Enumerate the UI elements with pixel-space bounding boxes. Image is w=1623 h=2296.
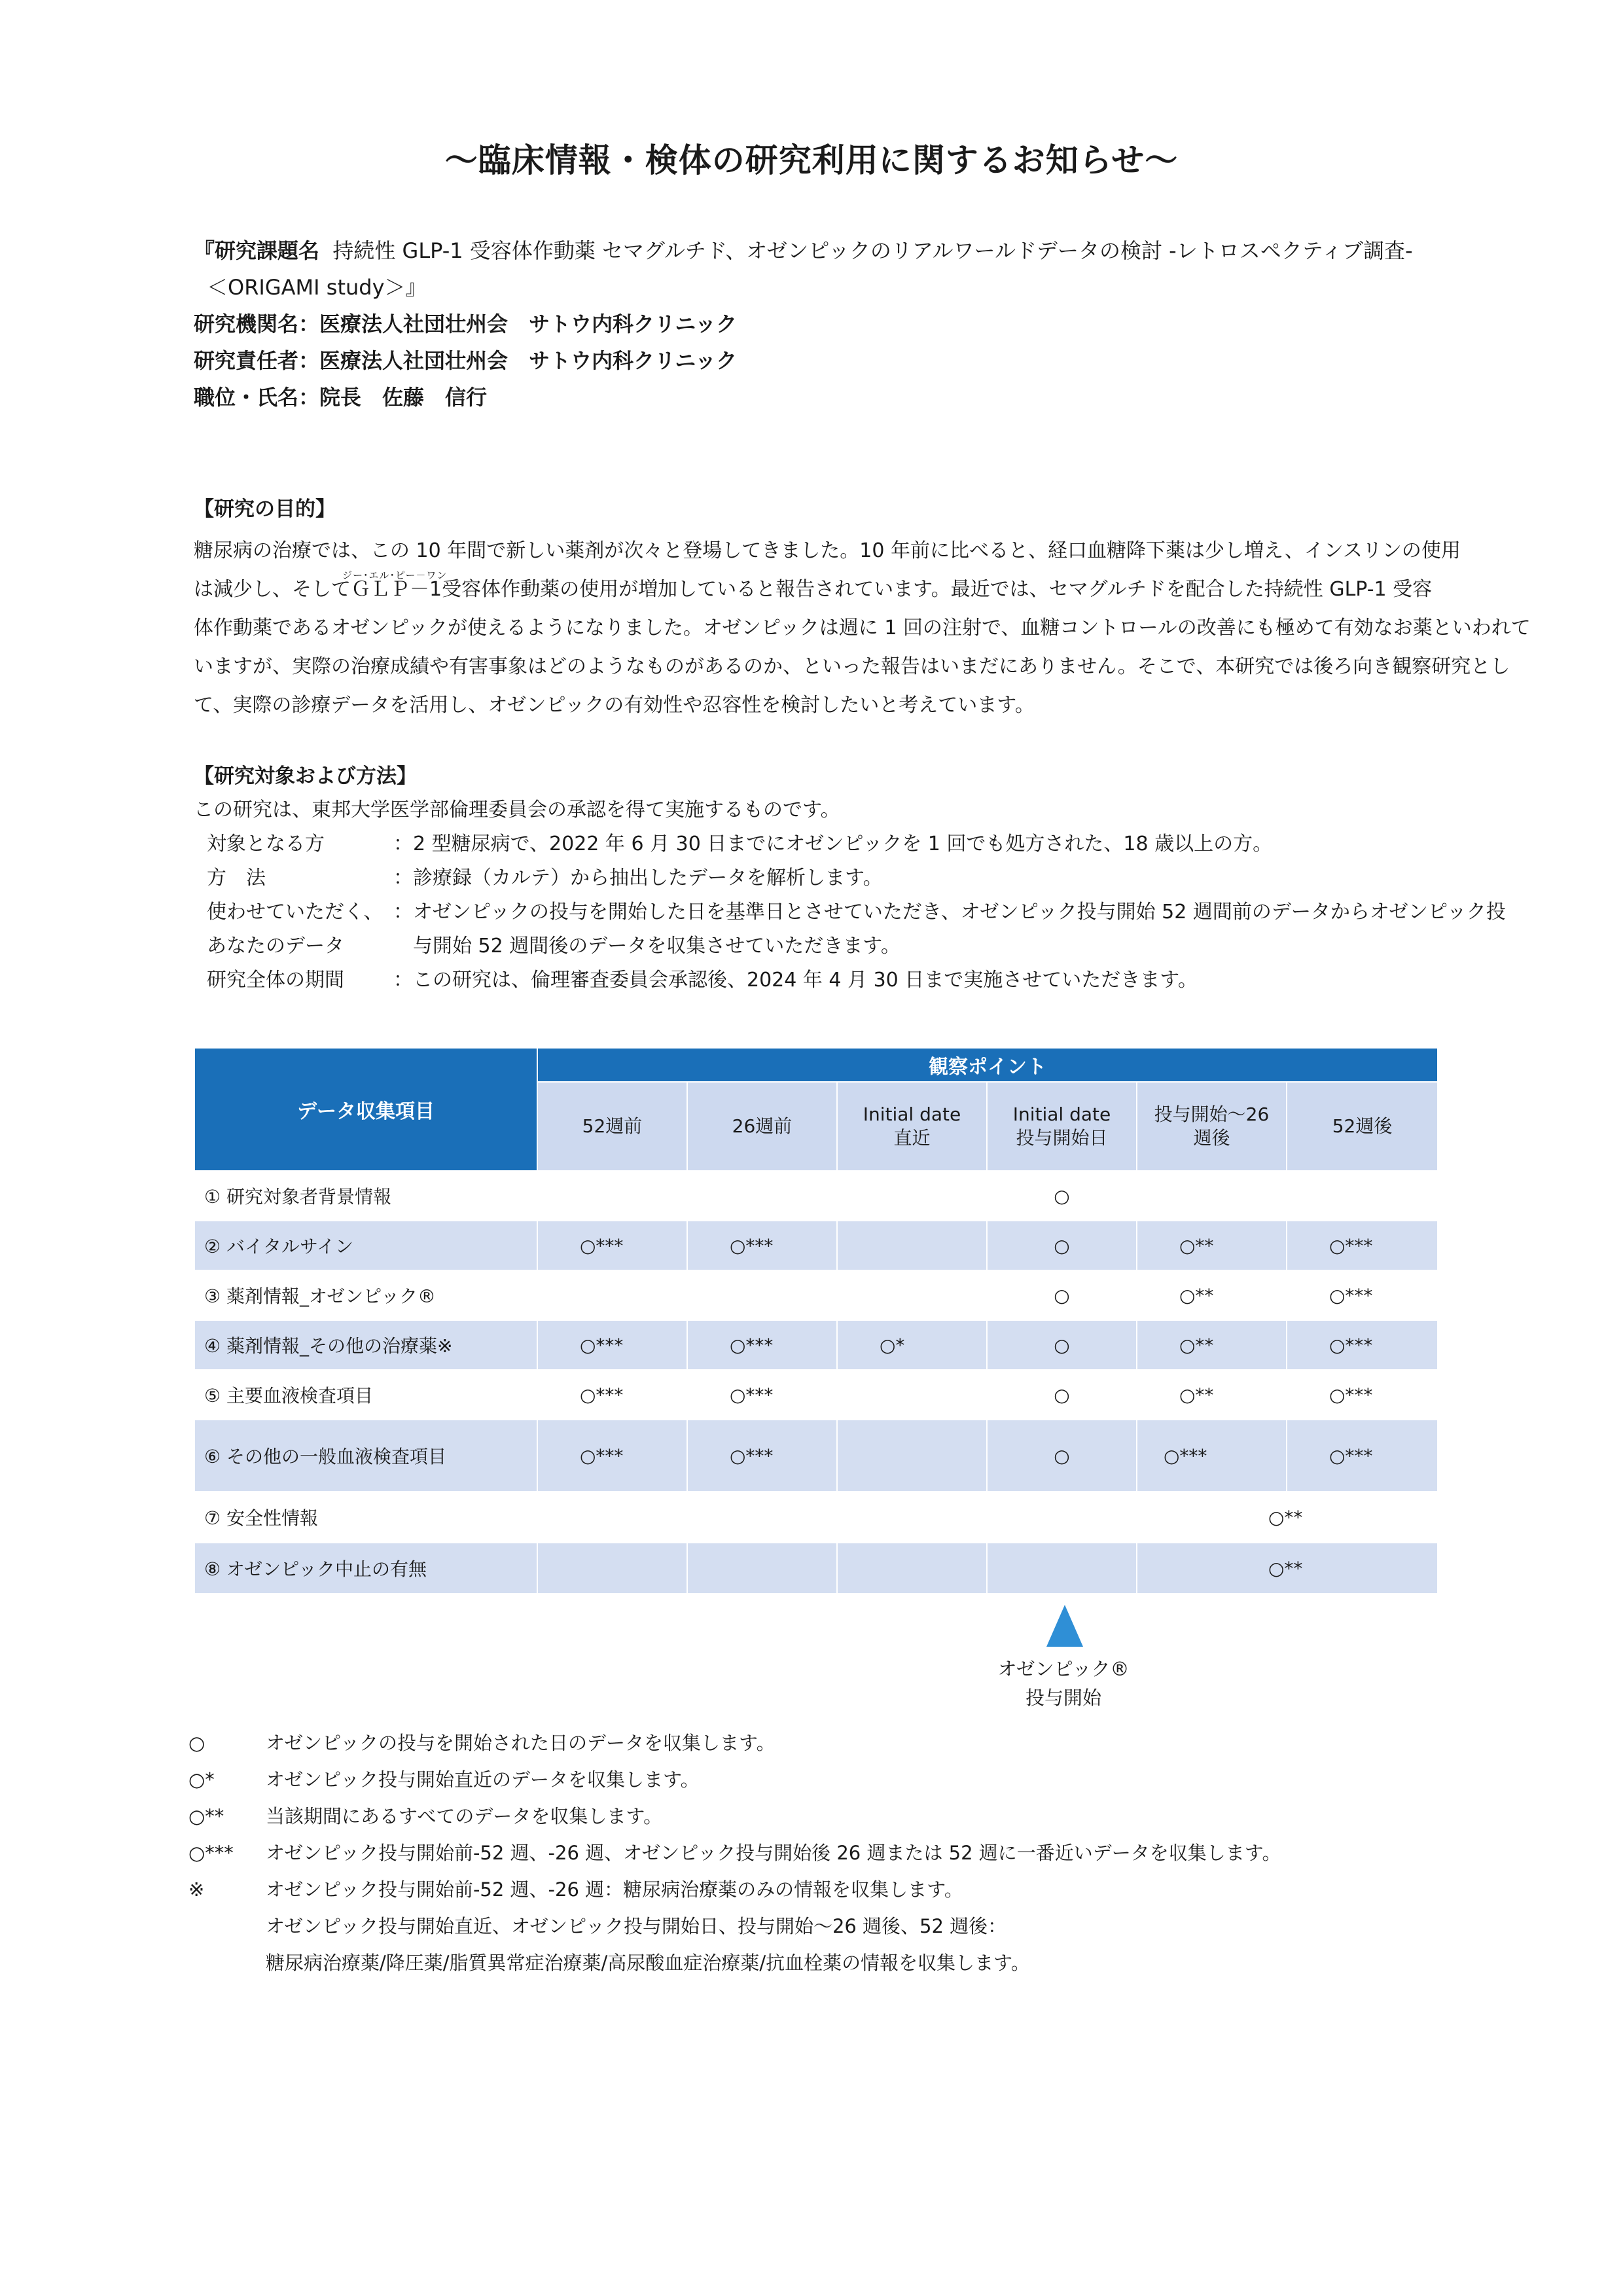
row-item: ⑦ 安全性情報 [194, 1492, 537, 1543]
page-title: ～臨床情報・検体の研究利用に関するお知らせ～ [444, 141, 1179, 179]
purpose-line: いますが、実際の治療成績や有害事象はどのようなものがあるのか、といった報告はいまだにありません。そこで、本研究では後ろ向き観察研究とし [194, 655, 1510, 678]
col-header [837, 1082, 987, 1171]
legend-notes [188, 1725, 1281, 1981]
col-header [1137, 1082, 1287, 1171]
cell [837, 1221, 987, 1270]
note-row [188, 1835, 1281, 1871]
methods-value: ：オゼンピックの投与を開始した日を基準日とさせていただき、オゼンピック投与開始 52 週間前のデータからオゼンピック投 [393, 901, 1506, 924]
methods-label: 方 法 [207, 867, 266, 889]
cell: ○ [987, 1221, 1137, 1270]
cell [537, 1270, 687, 1320]
cell: ○*** [1287, 1221, 1438, 1270]
methods-row [194, 895, 1506, 929]
observation-header: 観察ポイント [537, 1048, 1438, 1082]
cell: ○*** [1287, 1270, 1438, 1320]
methods-heading: 【研究対象および方法】 [194, 764, 417, 788]
methods-value: ：2 型糖尿病で、2022 年 6 月 30 日までにオゼンピックを 1 回でも処方された、18 歳以上の方。 [393, 833, 1273, 855]
note-text: オゼンピック投与開始直近、オゼンピック投与開始日、投与開始～26 週後、52 週後： [266, 1915, 1007, 1937]
start-marker-label [978, 1655, 1149, 1712]
position-name: 職位・氏名：院長 佐藤 信行 [194, 385, 488, 410]
table-row [194, 1543, 1438, 1594]
cell [687, 1270, 837, 1320]
purpose-line: 体作動薬であるオゼンピックが使えるようになりました。オゼンピックは週に 1 回の注射で、血糖コントロールの改善にも極めて有効なお薬といわれて [194, 617, 1531, 639]
row-item: ② バイタルサイン [194, 1221, 537, 1270]
cell [687, 1543, 837, 1594]
cell [687, 1492, 837, 1543]
cell: ○*** [687, 1370, 837, 1420]
row-item: ① 研究対象者背景情報 [194, 1171, 537, 1221]
purpose-line: て、実際の診療データを活用し、オゼンピックの有効性や忍容性を検討したいと考えています。 [194, 694, 1035, 717]
cell [837, 1492, 987, 1543]
col-header-text: 52週後 [1332, 1115, 1393, 1137]
col-header-text: 26週前 [732, 1115, 793, 1137]
study-topic-text: 持続性 GLP-1 受容体作動薬 セマグルチド、オゼンピックのリアルワールドデータの検討 -レトロスペクティブ調査- [332, 238, 1413, 263]
cell: ○*** [1287, 1370, 1438, 1420]
cell: ○*** [687, 1420, 837, 1492]
span-cell: ○** [1137, 1492, 1438, 1543]
col-header-text: Initial date 投与開始日 [1012, 1103, 1111, 1149]
row-item: ④ 薬剤情報_その他の治療薬※ [194, 1320, 537, 1370]
note-text: 当該期間にあるすべてのデータを収集します。 [266, 1805, 663, 1827]
col-header [537, 1082, 687, 1171]
cell: ○*** [537, 1221, 687, 1270]
methods-label: 使わせていただく、 [207, 901, 383, 924]
purpose-heading: 【研究の目的】 [194, 497, 336, 521]
cell [837, 1543, 987, 1594]
note-text: オゼンピック投与開始前-52 週、-26 週：糖尿病治療薬のみの情報を収集します。 [266, 1878, 963, 1901]
cell: ○** [1137, 1221, 1287, 1270]
cell: ○*** [687, 1221, 837, 1270]
col-header-text: 52週前 [582, 1115, 643, 1137]
cell [837, 1370, 987, 1420]
note-text: オゼンピックの投与を開始された日のデータを収集します。 [266, 1732, 776, 1754]
note-row [188, 1908, 1281, 1945]
methods-value: 与開始 52 週間後のデータを収集させていただきます。 [393, 935, 901, 958]
table-row [194, 1171, 1438, 1221]
cell: ○ [987, 1320, 1137, 1370]
table-row [194, 1270, 1438, 1320]
cell: ○*** [1287, 1420, 1438, 1492]
cell: ○** [1137, 1320, 1287, 1370]
start-marker-triangle-icon [1046, 1605, 1083, 1647]
note-text: オゼンピック投与開始前-52 週、-26 週、オゼンピック投与開始後 26 週または 52 週に一番近いデータを収集します。 [266, 1842, 1281, 1864]
note-row [188, 1761, 1281, 1798]
table-row [194, 1420, 1438, 1492]
cell [837, 1270, 987, 1320]
cell [687, 1171, 837, 1221]
cell: ○ [987, 1370, 1137, 1420]
col-header [1287, 1082, 1438, 1171]
note-symbol [188, 1908, 266, 1945]
responsible-person: 研究責任者：医療法人社団壮州会 サトウ内科クリニック [194, 348, 738, 373]
table-row [194, 1370, 1438, 1420]
note-text: オゼンピック投与開始直近のデータを収集します。 [266, 1768, 700, 1791]
col-header-text: 投与開始～26 週後 [1154, 1103, 1270, 1149]
methods-value: ：診療録（カルテ）から抽出したデータを解析します。 [393, 867, 883, 889]
purpose-line: 糖尿病の治療では、この 10 年間で新しい薬剤が次々と登場してきました。10 年前に比べると、経口血糖降下薬は少し増え、インスリンの使用 [194, 539, 1461, 562]
note-symbol: ※ [188, 1878, 205, 1901]
cell: ○* [837, 1320, 987, 1370]
row-item: ③ 薬剤情報_オゼンピック® [194, 1270, 537, 1320]
methods-label: 研究全体の期間 [207, 969, 344, 992]
cell [1137, 1171, 1287, 1221]
table-row [194, 1320, 1438, 1370]
methods-row [194, 929, 1506, 963]
note-row [188, 1871, 1281, 1908]
note-symbol: ○*** [188, 1842, 234, 1864]
cell [987, 1543, 1137, 1594]
methods-intro [194, 793, 1506, 827]
study-topic-label: 『研究課題名 [194, 238, 320, 263]
col-header [687, 1082, 837, 1171]
study-info [194, 232, 1413, 416]
glp1-ruby: ジー･エル･ピー－ワン [342, 569, 448, 581]
table-row [194, 1221, 1438, 1270]
methods-label: あなたのデータ [207, 935, 344, 958]
cell [537, 1171, 687, 1221]
purpose-paragraph [194, 531, 1531, 725]
cell [837, 1171, 987, 1221]
methods-row [194, 827, 1506, 861]
item-header: データ収集項目 [194, 1048, 537, 1171]
data-collection-table [194, 1047, 1438, 1594]
col-header-text: Initial date 直近 [863, 1103, 961, 1149]
cell: ○*** [537, 1370, 687, 1420]
methods-row [194, 861, 1506, 895]
cell: ○*** [1137, 1420, 1287, 1492]
start-marker-line1: オゼンピック® [997, 1658, 1130, 1680]
cell: ○*** [537, 1420, 687, 1492]
cell [537, 1543, 687, 1594]
cell [1287, 1171, 1438, 1221]
note-symbol: ○** [188, 1805, 224, 1827]
methods-label: 対象となる方 [207, 833, 325, 855]
institution: 研究機関名：医療法人社団壮州会 サトウ内科クリニック [194, 312, 738, 336]
note-row [188, 1945, 1281, 1981]
study-topic-line1 [194, 232, 1413, 269]
cell: ○ [987, 1171, 1137, 1221]
note-symbol: ○ [188, 1732, 205, 1754]
row-item: ⑧ オゼンピック中止の有無 [194, 1543, 537, 1594]
methods-intro-text: この研究は、東邦大学医学部倫理委員会の承認を得て実施するものです。 [194, 798, 840, 821]
methods-row [194, 963, 1506, 997]
methods-value: ：この研究は、倫理審査委員会承認後、2024 年 4 月 30 日まで実施させていただきます。 [393, 969, 1198, 992]
span-cell: ○** [1137, 1543, 1438, 1594]
note-row [188, 1725, 1281, 1761]
cell: ○ [987, 1270, 1137, 1320]
note-symbol [188, 1945, 266, 1981]
start-marker-line2: 投与開始 [1025, 1687, 1101, 1709]
cell: ○** [1137, 1370, 1287, 1420]
cell: ○*** [687, 1320, 837, 1370]
methods-section [194, 793, 1506, 997]
cell: ○*** [537, 1320, 687, 1370]
cell [987, 1492, 1137, 1543]
note-text: 糖尿病治療薬/降圧薬/脂質異常症治療薬/高尿酸血症治療薬/抗血栓薬の情報を収集します。 [266, 1952, 1030, 1974]
row-item: ⑥ その他の一般血液検査項目 [194, 1420, 537, 1492]
study-topic-line2: ＜ORIGAMI study＞』 [207, 275, 427, 300]
col-header [987, 1082, 1137, 1171]
cell [537, 1492, 687, 1543]
table-row [194, 1492, 1438, 1543]
cell: ○*** [1287, 1320, 1438, 1370]
note-row [188, 1798, 1281, 1835]
cell: ○ [987, 1420, 1137, 1492]
purpose-line: は減少し、そしてＧＬＰ－1受容体作動薬の使用が増加していると報告されています。最近では、セマグルチドを配合した持続性 GLP-1 受容 [194, 578, 1433, 601]
note-symbol: ○* [188, 1768, 215, 1791]
cell [837, 1420, 987, 1492]
row-item: ⑤ 主要血液検査項目 [194, 1370, 537, 1420]
cell: ○** [1137, 1270, 1287, 1320]
